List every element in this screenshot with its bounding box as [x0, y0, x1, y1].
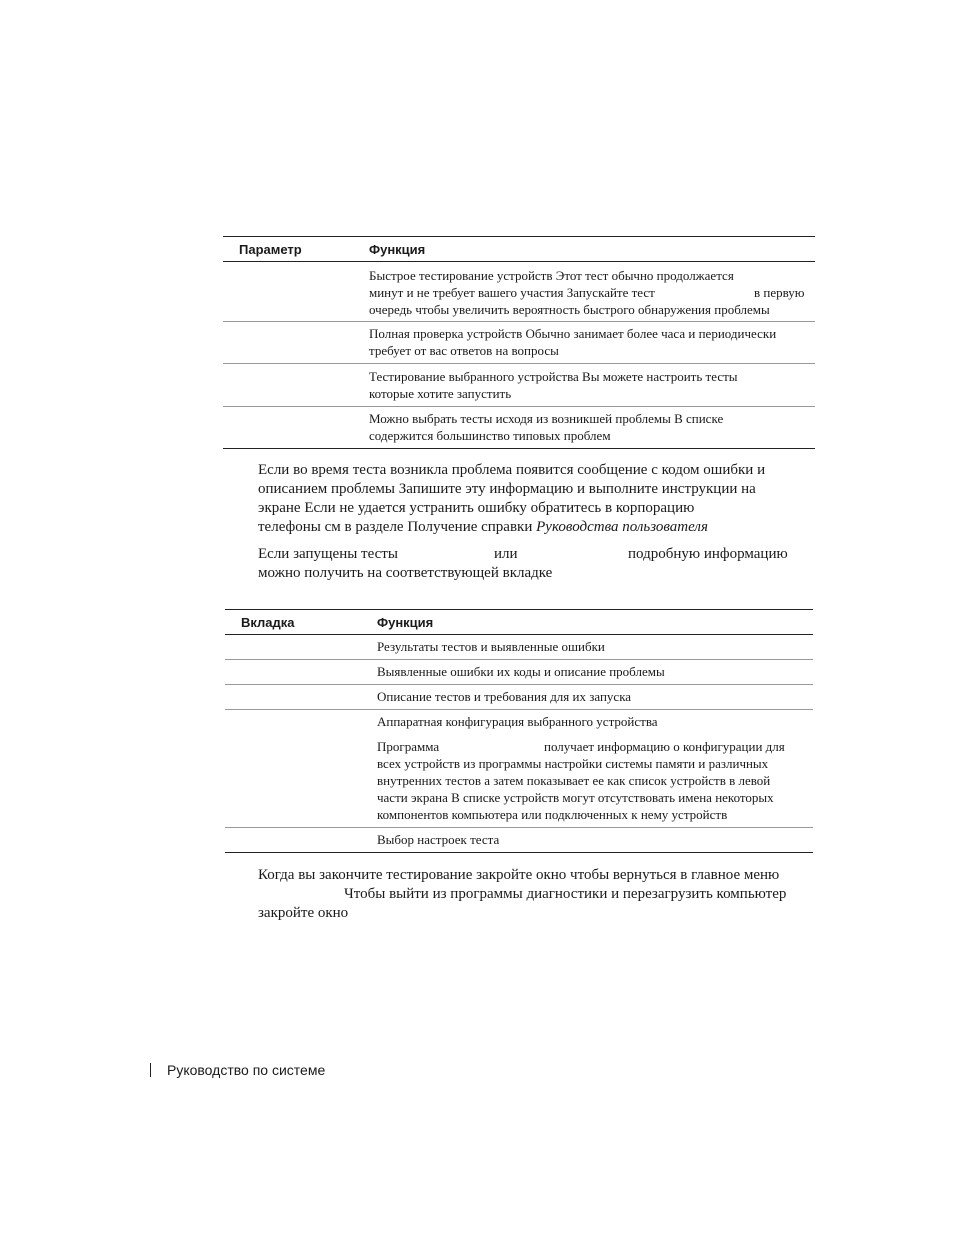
table-row [225, 710, 813, 828]
cell-line: получает информацию о конфигурации для [544, 739, 785, 754]
function-cell [377, 713, 813, 823]
column-header-function: Функция [369, 242, 426, 257]
text-line [258, 518, 818, 537]
text-line: можно получить на соответствующей вкладке [258, 565, 553, 581]
manual-title: Руководства пользователя [536, 519, 708, 535]
cell-line: содержится большинство типовых проблем [369, 428, 611, 443]
cell-line: требует от вас ответов на вопросы [369, 343, 559, 358]
cell-line: Быстрое тестирование устройств Этот тест обычно продолжается [369, 268, 734, 283]
table-row [225, 685, 813, 710]
text-line [258, 545, 818, 564]
text-line: описанием проблемы Запишите эту информацию и выполните инструкции на [258, 481, 756, 497]
tabs-table [225, 609, 813, 853]
options-table [223, 236, 815, 449]
footer-divider [150, 1063, 151, 1077]
column-header-tab: Вкладка [241, 615, 295, 630]
table-row [225, 660, 813, 685]
cell-line: Полная проверка устройств Обычно занимает более часа и периодически [369, 326, 777, 341]
table-row [223, 322, 815, 364]
text-span: подробную информацию [628, 546, 788, 562]
text-span: Если запущены тесты [258, 546, 398, 562]
cell-line: части экрана В списке устройств могут отсутствовать имена некоторых [377, 790, 774, 805]
cell-line: Можно выбрать тесты исходя из возникшей проблемы В списке [369, 411, 724, 426]
column-header-function: Функция [377, 615, 434, 630]
text-span: или [494, 546, 518, 562]
function-cell: Результаты тестов и выявленные ошибки [377, 639, 605, 654]
table-row [225, 828, 813, 852]
cell-line: минут и не требует вашего участия Запускайте тест [369, 285, 655, 300]
table-row [223, 262, 815, 322]
cell-line: всех устройств из программы настройки системы памяти и различных [377, 756, 769, 771]
table-header [223, 237, 815, 262]
table-row [223, 407, 815, 448]
cell-line: внутренних тестов а затем показывает ее как список устройств в левой [377, 773, 771, 788]
function-cell: Выявленные ошибки их коды и описание проблемы [377, 664, 665, 679]
table-row [223, 364, 815, 407]
function-cell [369, 267, 815, 318]
cell-line: в первую [754, 285, 805, 300]
cell-line: которые хотите запустить [369, 386, 512, 401]
function-cell [369, 368, 815, 402]
text-line: закройте окно [258, 905, 349, 921]
footer-title: Руководство по системе [167, 1062, 326, 1078]
cell-line: компонентов компьютера или подключенных к нему устройств [377, 807, 728, 822]
column-header-parameter: Параметр [239, 242, 302, 257]
text-line: Если во время теста возникла проблема появится сообщение с кодом ошибки и [258, 462, 766, 478]
table-header [225, 610, 813, 635]
error-paragraph [258, 461, 818, 537]
table-row [225, 635, 813, 660]
text-span: телефоны см в разделе Получение справки [258, 519, 537, 535]
cell-line: Тестирование выбранного устройства Вы можете настроить тесты [369, 369, 738, 384]
closing-paragraph [258, 866, 818, 923]
cell-line: Аппаратная конфигурация выбранного устройства [377, 714, 658, 729]
function-cell [369, 325, 815, 359]
function-cell: Описание тестов и требования для их запуска [377, 689, 632, 704]
function-cell [369, 410, 815, 444]
cell-line: очередь чтобы увеличить вероятность быстрого обнаружения проблемы [369, 302, 770, 317]
function-cell: Выбор настроек теста [377, 832, 500, 847]
text-line: экране Если не удается устранить ошибку обратитесь в корпорацию [258, 500, 695, 516]
text-line: Когда вы закончите тестирование закройте окно чтобы вернуться в главное меню [258, 867, 780, 883]
text-line: Чтобы выйти из программы диагностики и перезагрузить компьютер [344, 886, 787, 902]
page-footer [150, 1062, 325, 1078]
cell-line: Программа [377, 739, 440, 754]
tabs-paragraph [258, 545, 818, 583]
